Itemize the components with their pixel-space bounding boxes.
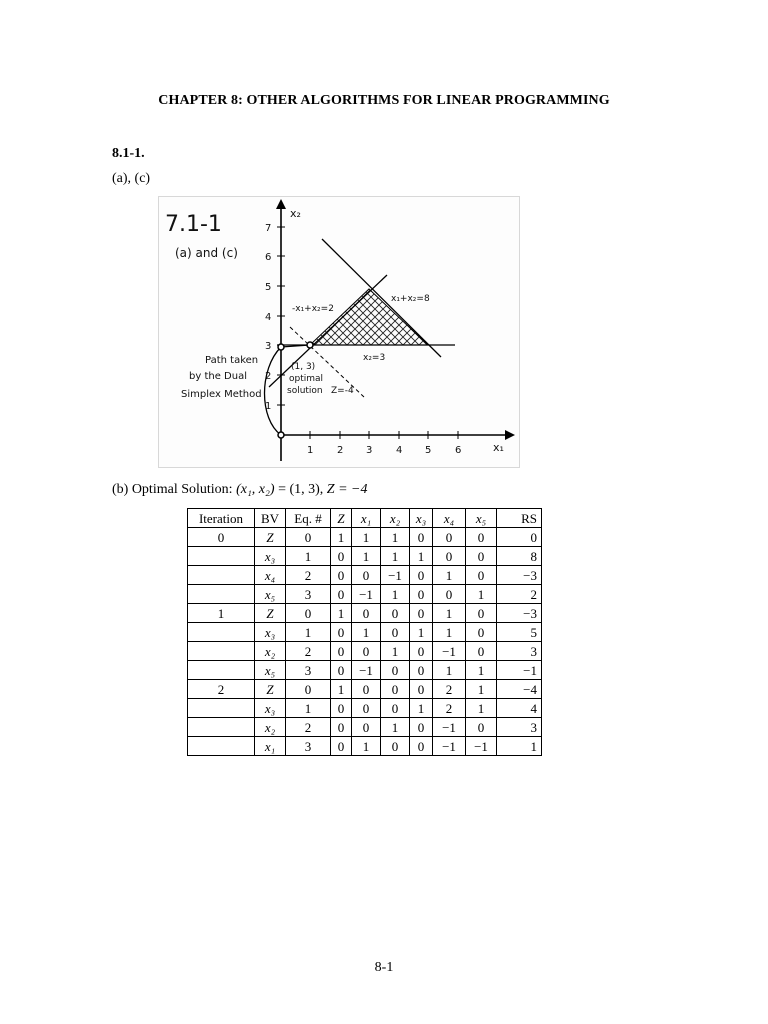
table-cell: 2: [433, 680, 466, 699]
optimal-objective: Z = −4: [326, 482, 368, 497]
table-cell: −3: [497, 566, 542, 585]
constraint-label-2: x₁+x₂=8: [391, 294, 430, 304]
header-x2: x₂: [381, 509, 410, 528]
x-tick-label: 5: [425, 445, 432, 456]
iteration-cell: 2: [188, 680, 255, 699]
optimal-point: [307, 342, 313, 348]
table-cell: 1: [466, 661, 497, 680]
table-cell: 0: [410, 604, 433, 623]
optimal-prefix: (b) Optimal Solution:: [112, 482, 237, 497]
table-cell: −1: [466, 737, 497, 756]
table-cell: 1: [466, 680, 497, 699]
table-cell: 0: [410, 585, 433, 604]
basic-variable-cell: x₅: [255, 661, 286, 680]
equation-number-cell: 3: [286, 585, 331, 604]
table-cell: 0: [352, 718, 381, 737]
iteration-cell: [188, 547, 255, 566]
table-row: [188, 699, 542, 718]
y-tick-label: 2: [265, 371, 272, 382]
table-cell: 0: [433, 585, 466, 604]
table-cell: 0: [381, 737, 410, 756]
table-cell: 0: [331, 737, 352, 756]
iteration-cell: [188, 623, 255, 642]
table-row: [188, 566, 542, 585]
table-cell: 0: [331, 699, 352, 718]
lp-graph-figure: [158, 196, 520, 468]
iteration-cell: 1: [188, 604, 255, 623]
table-cell: 0: [466, 718, 497, 737]
equation-number-cell: 3: [286, 661, 331, 680]
table-cell: 1: [352, 737, 381, 756]
basic-variable-cell: Z: [255, 528, 286, 547]
solution-label: solution: [287, 386, 323, 396]
table-row: [188, 718, 542, 737]
header-x1: x₁: [352, 509, 381, 528]
table-cell: 1: [410, 623, 433, 642]
path-label-line2: by the Dual: [189, 371, 247, 382]
table-cell: 3: [497, 718, 542, 737]
table-cell: 0: [410, 737, 433, 756]
table-row: [188, 585, 542, 604]
iteration-cell: [188, 566, 255, 585]
table-cell: 0: [410, 718, 433, 737]
table-cell: 0: [410, 680, 433, 699]
equation-number-cell: 1: [286, 623, 331, 642]
table-cell: 0: [381, 680, 410, 699]
table-cell: 0: [466, 566, 497, 585]
constraint-label-3: x₂=3: [363, 353, 386, 363]
header-rs: RS: [497, 509, 542, 528]
basic-variable-cell: x₅: [255, 585, 286, 604]
header-iteration: Iteration: [188, 509, 255, 528]
iteration-cell: [188, 699, 255, 718]
table-cell: 1: [381, 547, 410, 566]
table-cell: −1: [433, 642, 466, 661]
x-axis-label: x₁: [493, 441, 504, 454]
x-tick-label: 4: [396, 445, 403, 456]
header-x4: x₄: [433, 509, 466, 528]
iteration-cell: [188, 642, 255, 661]
table-cell: 0: [433, 528, 466, 547]
equation-number-cell: 2: [286, 718, 331, 737]
table-cell: 0: [466, 528, 497, 547]
iteration-cell: 0: [188, 528, 255, 547]
table-row: [188, 547, 542, 566]
table-cell: 1: [381, 528, 410, 547]
equation-number-cell: 2: [286, 566, 331, 585]
figure-heading: 7.1-1: [165, 212, 222, 237]
basic-variable-cell: x₁: [255, 737, 286, 756]
optimal-equals: = (1, 3),: [274, 482, 327, 497]
table-cell: 0: [331, 585, 352, 604]
x-tick-labels: [307, 445, 461, 456]
table-cell: 1: [466, 699, 497, 718]
table-cell: −1: [352, 585, 381, 604]
table-cell: 1: [433, 604, 466, 623]
y-tick-label: 7: [265, 223, 272, 234]
basic-variable-cell: x₃: [255, 699, 286, 718]
header-x3: x₃: [410, 509, 433, 528]
table-cell: 0: [466, 604, 497, 623]
table-cell: 0: [466, 623, 497, 642]
optimal-label: optimal: [289, 374, 324, 384]
basic-variable-cell: Z: [255, 680, 286, 699]
y-axis-arrow: [276, 199, 286, 209]
table-cell: 0: [331, 718, 352, 737]
table-cell: 1: [433, 623, 466, 642]
path-label-line1: Path taken: [205, 355, 259, 366]
table-cell: 8: [497, 547, 542, 566]
objective-value-label: Z=-4: [331, 386, 354, 396]
y-tick-label: 3: [265, 341, 272, 352]
parts-label: (a), (c): [112, 171, 151, 186]
table-cell: 0: [352, 604, 381, 623]
table-cell: 1: [433, 661, 466, 680]
y-tick-label: 4: [265, 312, 272, 323]
table-cell: 0: [331, 642, 352, 661]
table-cell: 1: [331, 528, 352, 547]
optimal-coordinate-label: (1, 3): [291, 362, 316, 372]
lp-graph-svg: [159, 197, 521, 469]
x-tick-label: 2: [337, 445, 344, 456]
tableau-header-row: [188, 509, 542, 528]
table-cell: 5: [497, 623, 542, 642]
iteration-cell: [188, 661, 255, 680]
y-tick-label: 5: [265, 282, 272, 293]
table-cell: 1: [433, 566, 466, 585]
table-cell: 0: [381, 699, 410, 718]
x-axis-arrow: [505, 430, 515, 440]
table-row: [188, 661, 542, 680]
basic-variable-cell: x₂: [255, 718, 286, 737]
table-cell: 2: [433, 699, 466, 718]
y-axis-label: x₂: [290, 207, 301, 220]
table-cell: 0: [466, 642, 497, 661]
table-cell: 1: [381, 585, 410, 604]
table-cell: −4: [497, 680, 542, 699]
table-cell: −1: [433, 718, 466, 737]
x-tick-label: 1: [307, 445, 314, 456]
figure-subheading: (a) and (c): [175, 246, 238, 260]
table-row: [188, 528, 542, 547]
table-cell: 0: [410, 642, 433, 661]
y-tick-label: 6: [265, 252, 272, 263]
table-cell: 1: [410, 699, 433, 718]
table-row: [188, 623, 542, 642]
table-cell: 0: [381, 623, 410, 642]
table-cell: 1: [352, 547, 381, 566]
basic-variable-cell: x₂: [255, 642, 286, 661]
basic-variable-cell: Z: [255, 604, 286, 623]
table-cell: −1: [381, 566, 410, 585]
table-cell: 0: [410, 528, 433, 547]
table-cell: 1: [466, 585, 497, 604]
table-cell: 1: [497, 737, 542, 756]
table-cell: 1: [410, 547, 433, 566]
table-cell: 0: [466, 547, 497, 566]
table-cell: 0: [352, 699, 381, 718]
basic-variable-cell: x₄: [255, 566, 286, 585]
table-cell: 0: [410, 661, 433, 680]
table-cell: 1: [381, 642, 410, 661]
table-cell: 0: [381, 604, 410, 623]
x-tick-label: 3: [366, 445, 373, 456]
equation-number-cell: 2: [286, 642, 331, 661]
table-cell: 0: [352, 642, 381, 661]
simplex-tableau: [187, 508, 542, 756]
table-cell: 0: [497, 528, 542, 547]
table-cell: 0: [433, 547, 466, 566]
y-tick-label: 1: [265, 401, 272, 412]
iteration-cell: [188, 718, 255, 737]
table-cell: 0: [331, 566, 352, 585]
table-cell: −1: [352, 661, 381, 680]
x-tick-label: 6: [455, 445, 462, 456]
table-cell: 3: [497, 642, 542, 661]
y-tick-labels: [265, 223, 271, 412]
table-cell: 4: [497, 699, 542, 718]
table-cell: 1: [352, 623, 381, 642]
table-cell: 0: [352, 566, 381, 585]
equation-number-cell: 0: [286, 680, 331, 699]
equation-number-cell: 0: [286, 604, 331, 623]
basic-variable-cell: x₃: [255, 623, 286, 642]
table-cell: 1: [331, 604, 352, 623]
table-cell: 0: [381, 661, 410, 680]
table-cell: 1: [331, 680, 352, 699]
problem-number: 8.1-1.: [112, 146, 145, 161]
path-label-line3: Simplex Method: [181, 389, 262, 400]
header-eq: Eq. #: [286, 509, 331, 528]
table-row: [188, 604, 542, 623]
header-bv: BV: [255, 509, 286, 528]
table-cell: 0: [331, 623, 352, 642]
table-cell: −1: [433, 737, 466, 756]
basic-variable-cell: x₃: [255, 547, 286, 566]
table-cell: 0: [410, 566, 433, 585]
table-cell: 1: [352, 528, 381, 547]
equation-number-cell: 1: [286, 699, 331, 718]
tableau-body: [188, 528, 542, 756]
constraint-label-1: -x₁+x₂=2: [292, 304, 334, 314]
origin-point: [278, 432, 284, 438]
equation-number-cell: 1: [286, 547, 331, 566]
path-point: [278, 344, 284, 350]
header-z: Z: [331, 509, 352, 528]
header-x5: x₅: [466, 509, 497, 528]
table-cell: 0: [331, 661, 352, 680]
table-row: [188, 642, 542, 661]
optimal-solution-line: [112, 482, 367, 498]
table-cell: 0: [331, 547, 352, 566]
table-row: [188, 680, 542, 699]
iteration-cell: [188, 737, 255, 756]
table-cell: 2: [497, 585, 542, 604]
table-cell: −3: [497, 604, 542, 623]
iteration-cell: [188, 585, 255, 604]
equation-number-cell: 0: [286, 528, 331, 547]
table-cell: 0: [352, 680, 381, 699]
table-cell: 1: [381, 718, 410, 737]
equation-number-cell: 3: [286, 737, 331, 756]
table-cell: −1: [497, 661, 542, 680]
page-number: 8-1: [374, 960, 394, 975]
table-row: [188, 737, 542, 756]
optimal-variables: (x₁, x₂): [236, 482, 275, 497]
chapter-title: CHAPTER 8: OTHER ALGORITHMS FOR LINEAR PROGRAMMING: [158, 93, 610, 108]
